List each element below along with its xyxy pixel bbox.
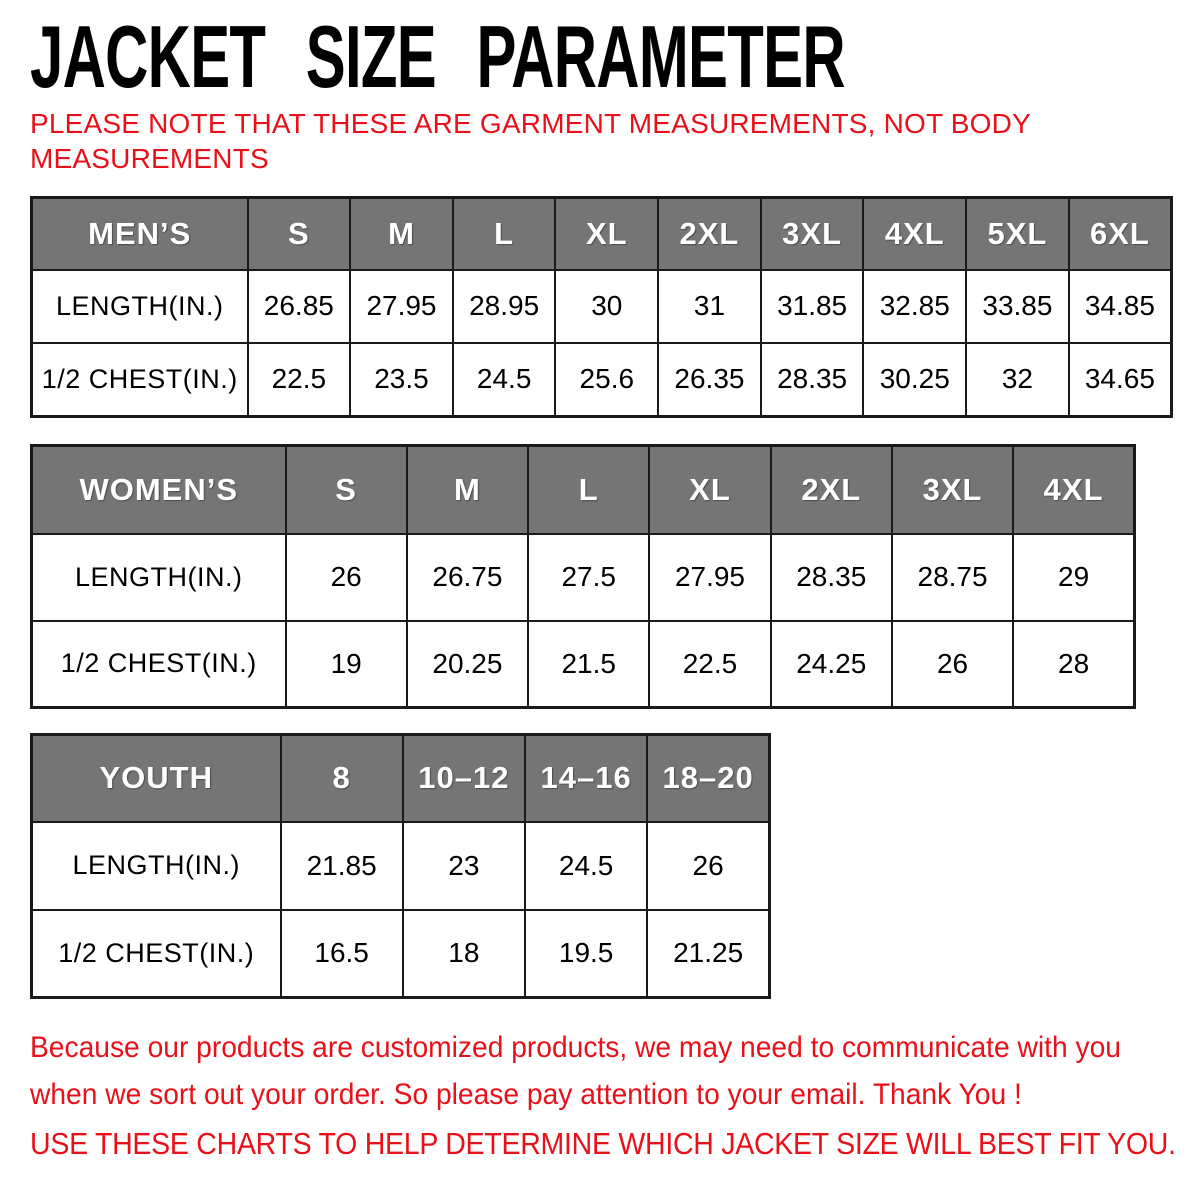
- measurement-row: [32, 910, 770, 998]
- measurement-value: 21.25: [647, 910, 769, 998]
- measurement-value: 33.85: [966, 270, 1069, 343]
- measurement-value: 29: [1013, 534, 1134, 621]
- size-column-header: 3XL: [892, 446, 1013, 534]
- size-column-header: M: [350, 198, 453, 270]
- measurement-value: 28.35: [761, 343, 864, 417]
- size-column-header: 3XL: [761, 198, 864, 270]
- text-line: PLEASE NOTE THAT THESE ARE GARMENT MEASUREMENTS, NOT BODY: [30, 108, 1031, 139]
- measurement-value: 32: [966, 343, 1069, 417]
- size-column-header: 8: [281, 735, 403, 822]
- page-title: JACKET SIZE PARAMETER: [30, 7, 845, 106]
- measurement-value: 27.95: [350, 270, 453, 343]
- mens-measurements-table: [30, 196, 1173, 418]
- measurement-value: 21.5: [528, 621, 649, 708]
- customization-notice: [30, 1024, 1121, 1118]
- youth-measurements-table: [30, 733, 771, 999]
- measurement-value: 32.85: [863, 270, 966, 343]
- measurement-row-label: LENGTH(IN.): [32, 822, 281, 910]
- size-column-header: 6XL: [1069, 198, 1172, 270]
- measurement-row: [32, 270, 1172, 343]
- size-column-header: S: [286, 446, 407, 534]
- size-column-header: 4XL: [1013, 446, 1134, 534]
- measurement-value: 21.85: [281, 822, 403, 910]
- measurement-value: 26.75: [407, 534, 528, 621]
- measurement-value: 31: [658, 270, 761, 343]
- measurement-value: 24.5: [525, 822, 647, 910]
- measurement-row: [32, 621, 1135, 708]
- size-header-row: [32, 735, 770, 822]
- measurement-row-label: 1/2 CHEST(IN.): [32, 343, 248, 417]
- mens-group-label: MEN’S: [32, 198, 248, 270]
- measurement-row: [32, 822, 770, 910]
- measurement-value: 25.6: [555, 343, 658, 417]
- measurement-value: 26: [286, 534, 407, 621]
- size-column-header: 14–16: [525, 735, 647, 822]
- measurement-value: 22.5: [248, 343, 351, 417]
- size-column-header: XL: [649, 446, 770, 534]
- measurement-value: 22.5: [649, 621, 770, 708]
- measurement-value: 28.95: [453, 270, 556, 343]
- measurement-value: 30.25: [863, 343, 966, 417]
- size-column-header: L: [528, 446, 649, 534]
- measurement-row: [32, 343, 1172, 417]
- measurement-value: 19.5: [525, 910, 647, 998]
- measurement-value: 16.5: [281, 910, 403, 998]
- measurement-row-label: 1/2 CHEST(IN.): [32, 621, 286, 708]
- womens-group-label: WOMEN’S: [32, 446, 286, 534]
- measurement-value: 28.35: [771, 534, 892, 621]
- youth-size-table: [30, 733, 771, 999]
- measurement-value: 26.35: [658, 343, 761, 417]
- size-column-header: 18–20: [647, 735, 769, 822]
- size-column-header: 2XL: [658, 198, 761, 270]
- womens-size-table: [30, 444, 1136, 709]
- size-header-row: [32, 198, 1172, 270]
- measurement-value: 34.85: [1069, 270, 1172, 343]
- measurement-value: 26.85: [248, 270, 351, 343]
- measurement-value: 27.95: [649, 534, 770, 621]
- chart-usage-note: USE THESE CHARTS TO HELP DETERMINE WHICH JACKET SIZE WILL BEST FIT YOU.: [30, 1126, 1176, 1161]
- measurement-value: 27.5: [528, 534, 649, 621]
- measurement-value: 28.75: [892, 534, 1013, 621]
- measurement-value: 28: [1013, 621, 1134, 708]
- size-column-header: 10–12: [403, 735, 525, 822]
- measurement-value: 19: [286, 621, 407, 708]
- measurement-value: 18: [403, 910, 525, 998]
- measurement-value: 30: [555, 270, 658, 343]
- measurement-value: 24.5: [453, 343, 556, 417]
- size-column-header: L: [453, 198, 556, 270]
- size-column-header: 5XL: [966, 198, 1069, 270]
- measurement-row-label: LENGTH(IN.): [32, 270, 248, 343]
- measurement-value: 31.85: [761, 270, 864, 343]
- garment-measurement-note: [30, 106, 1031, 176]
- measurement-value: 20.25: [407, 621, 528, 708]
- measurement-row-label: 1/2 CHEST(IN.): [32, 910, 281, 998]
- size-column-header: XL: [555, 198, 658, 270]
- size-column-header: M: [407, 446, 528, 534]
- measurement-value: 24.25: [771, 621, 892, 708]
- text-line: MEASUREMENTS: [30, 143, 269, 174]
- size-column-header: 4XL: [863, 198, 966, 270]
- womens-measurements-table: [30, 444, 1136, 709]
- measurement-row: [32, 534, 1135, 621]
- measurement-value: 23: [403, 822, 525, 910]
- measurement-row-label: LENGTH(IN.): [32, 534, 286, 621]
- mens-size-table: [30, 196, 1173, 418]
- measurement-value: 23.5: [350, 343, 453, 417]
- youth-group-label: YOUTH: [32, 735, 281, 822]
- measurement-value: 34.65: [1069, 343, 1172, 417]
- text-line: when we sort out your order. So please pay attention to your email. Thank You !: [30, 1078, 1022, 1111]
- measurement-value: 26: [647, 822, 769, 910]
- size-column-header: S: [248, 198, 351, 270]
- size-header-row: [32, 446, 1135, 534]
- text-line: Because our products are customized products, we may need to communicate with you: [30, 1031, 1121, 1064]
- size-column-header: 2XL: [771, 446, 892, 534]
- measurement-value: 26: [892, 621, 1013, 708]
